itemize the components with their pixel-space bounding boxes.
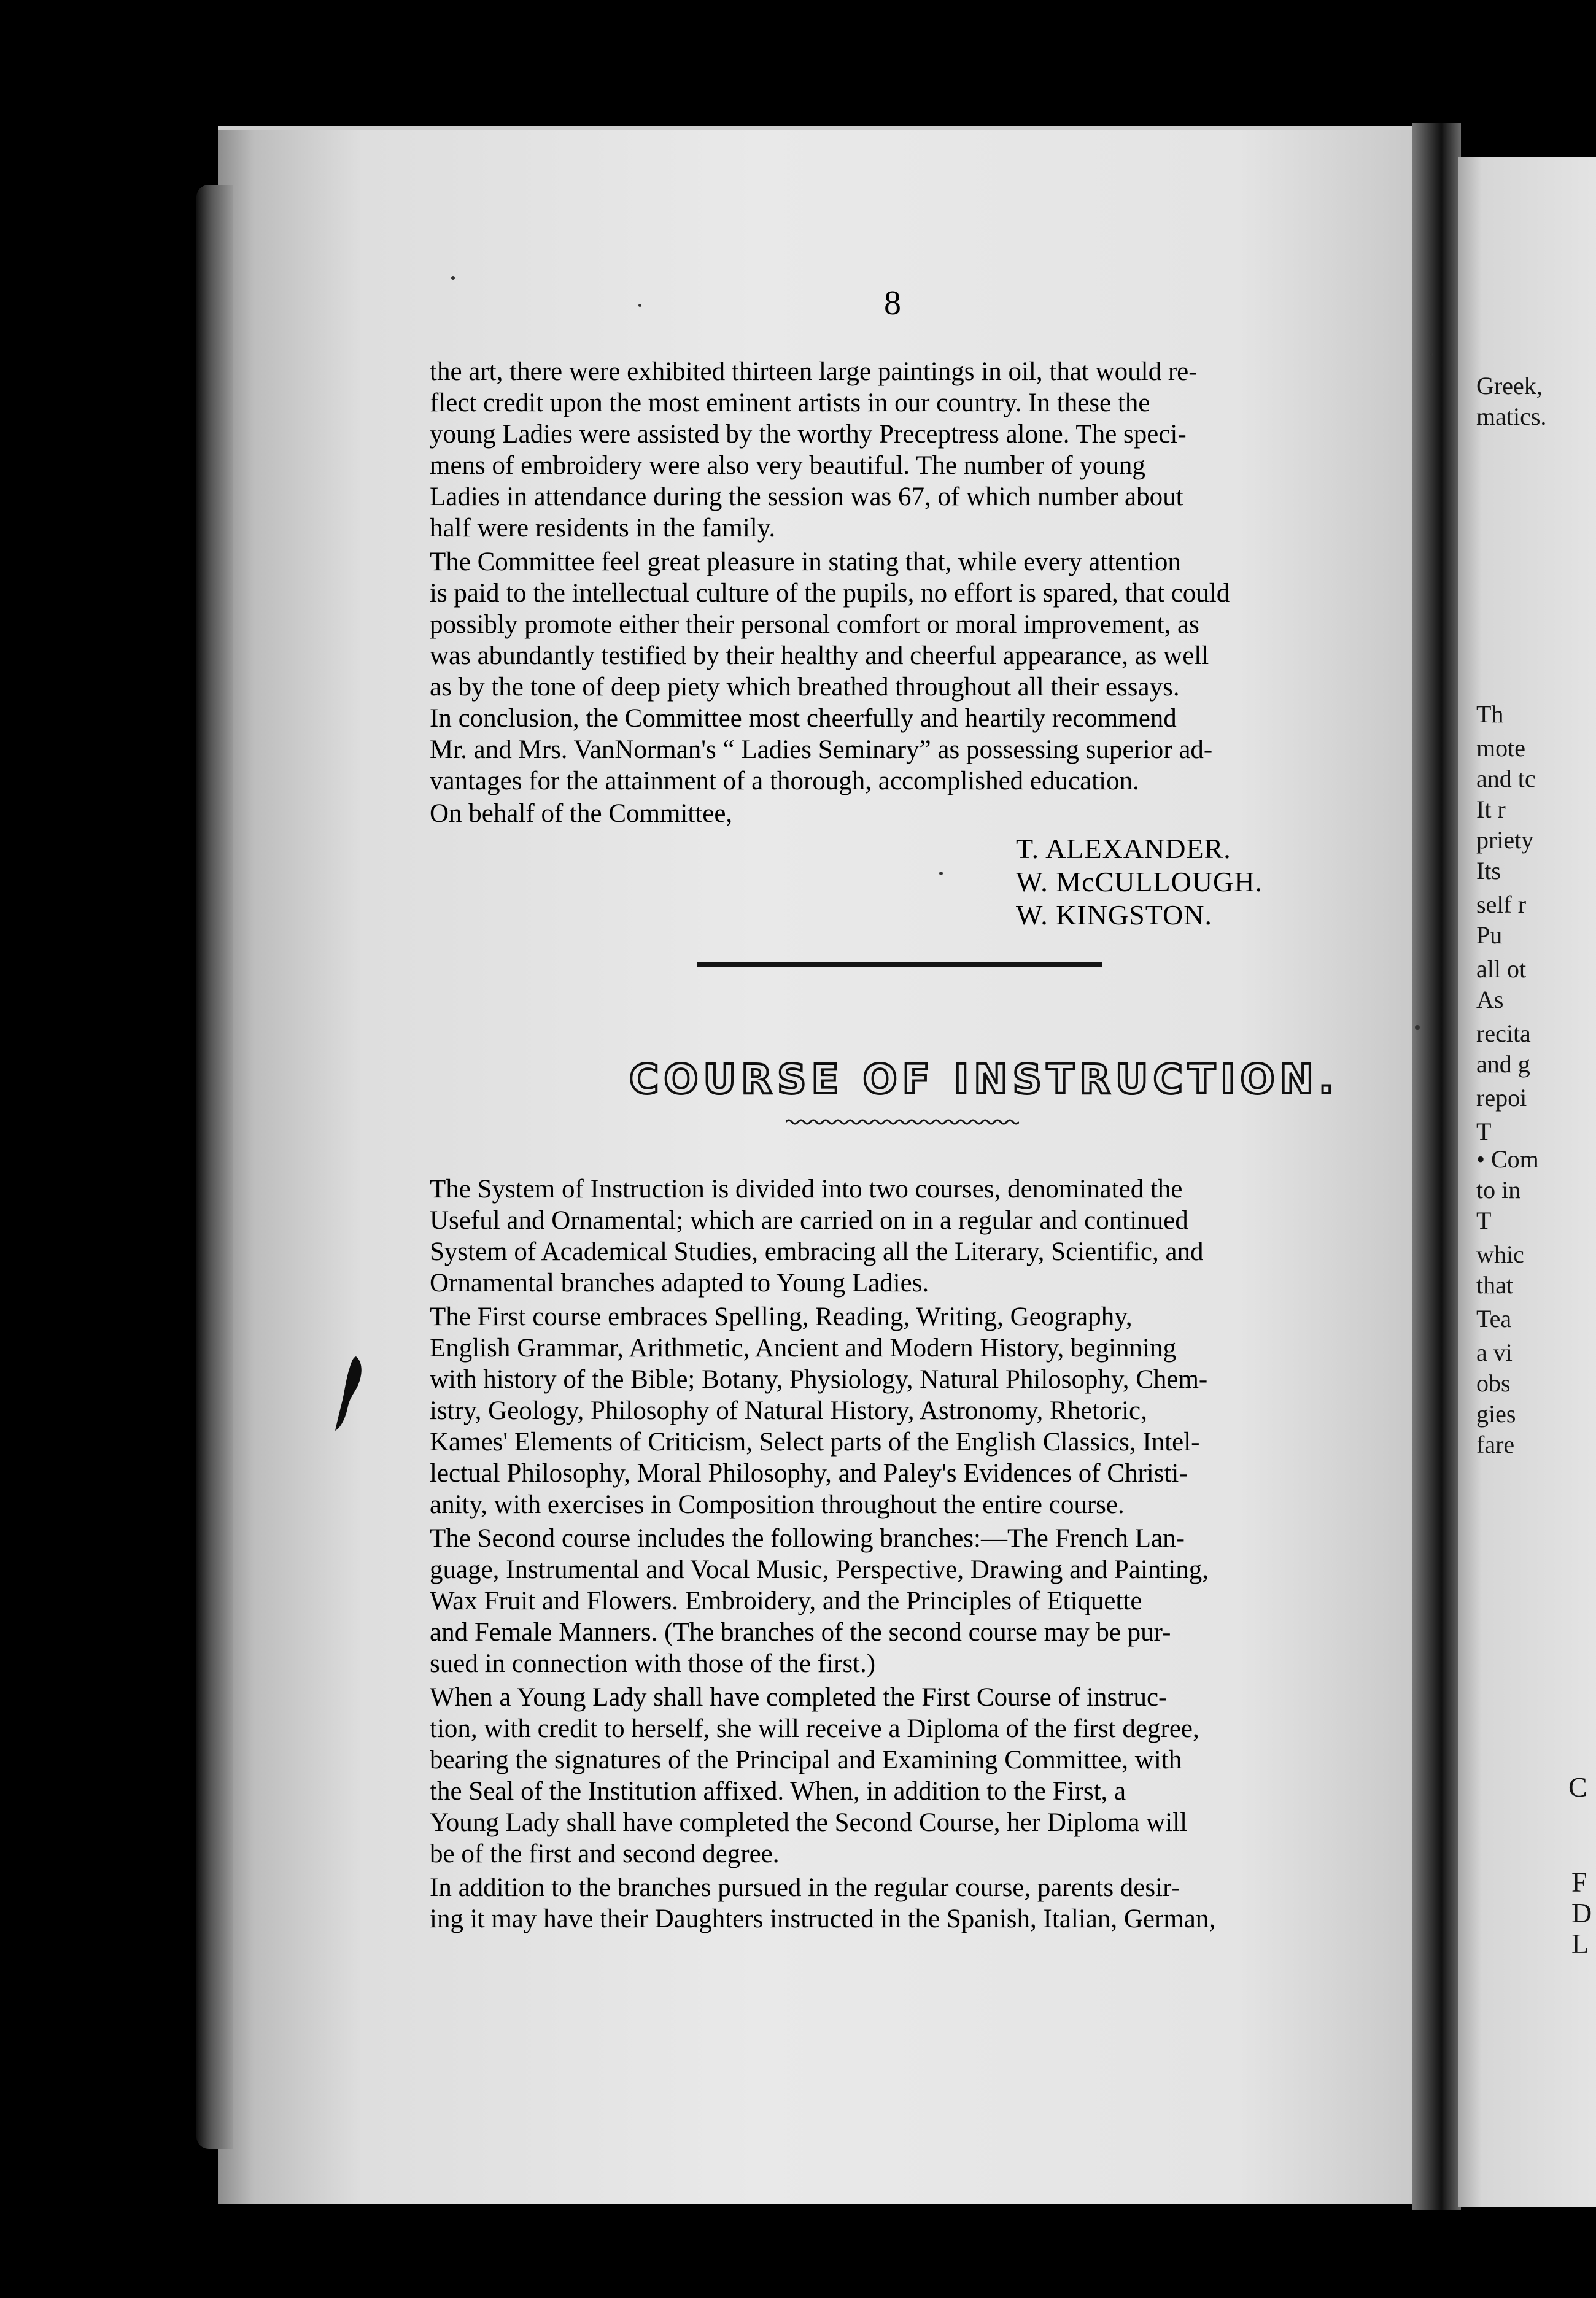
- right-fragment: that: [1476, 1271, 1513, 1299]
- report-line: Mr. and Mrs. VanNorman's “ Ladies Seminary” as possessing superior ad-: [430, 735, 1213, 764]
- right-fragment: T: [1476, 1207, 1492, 1234]
- course-line: In addition to the branches pursued in the regular course, parents desir-: [430, 1873, 1180, 1902]
- page-number: 8: [884, 284, 901, 322]
- book-gutter: [1412, 123, 1461, 2210]
- report-line: young Ladies were assisted by the worthy Preceptress alone. The speci-: [430, 420, 1187, 449]
- course-line: istry, Geology, Philosophy of Natural History, Astronomy, Rhetoric,: [430, 1396, 1147, 1425]
- ornamental-squiggle: [786, 1117, 1019, 1127]
- course-line: Kames' Elements of Criticism, Select parts of the English Classics, Intel-: [430, 1428, 1200, 1457]
- right-fragment: Th: [1476, 700, 1504, 728]
- dust-speck: [638, 304, 641, 307]
- right-fragment: gies: [1476, 1400, 1516, 1428]
- course-line: When a Young Lady shall have completed the First Course of instruc-: [430, 1683, 1168, 1712]
- course-line: The Second course includes the following branches:—The French Lan-: [430, 1524, 1185, 1553]
- ink-blot-mark: [331, 1353, 374, 1433]
- right-fragment: matics.: [1476, 403, 1547, 430]
- report-line: was abundantly testified by their healthy and cheerful appearance, as well: [430, 641, 1209, 670]
- right-fragment: L: [1571, 1928, 1589, 1959]
- signature: W. KINGSTON.: [1016, 899, 1212, 930]
- section-divider-rule: [697, 962, 1102, 967]
- signature: T. ALEXANDER.: [1016, 833, 1231, 864]
- course-line: Wax Fruit and Flowers. Embroidery, and the Principles of Etiquette: [430, 1587, 1142, 1615]
- right-fragment: Greek,: [1476, 372, 1543, 400]
- right-fragment: fare: [1476, 1431, 1515, 1458]
- right-fragment: all ot: [1476, 955, 1527, 983]
- report-line: flect credit upon the most eminent artists in our country. In these the: [430, 389, 1150, 417]
- report-line: Ladies in attendance during the session was 67, of which number about: [430, 482, 1183, 511]
- course-line: The First course embraces Spelling, Reading, Writing, Geography,: [430, 1302, 1133, 1331]
- right-fragment: D: [1571, 1897, 1592, 1929]
- right-fragment: F: [1571, 1867, 1587, 1898]
- course-line: bearing the signatures of the Principal and Examining Committee, with: [430, 1746, 1182, 1774]
- course-line: anity, with exercises in Composition throughout the entire course.: [430, 1490, 1125, 1519]
- right-fragment: Its: [1476, 857, 1501, 884]
- right-fragment: and tc: [1476, 765, 1536, 792]
- right-fragment: to in: [1476, 1176, 1521, 1204]
- course-line: English Grammar, Arithmetic, Ancient and Modern History, beginning: [430, 1334, 1176, 1363]
- report-line: The Committee feel great pleasure in stating that, while every attention: [430, 547, 1181, 576]
- section-title: COURSE OF INSTRUCTION.: [629, 1056, 1339, 1103]
- right-fragment: and g: [1476, 1050, 1530, 1078]
- report-line: is paid to the intellectual culture of the pupils, no effort is spared, that could: [430, 579, 1230, 608]
- right-fragment: Tea: [1476, 1305, 1512, 1333]
- course-line: be of the first and second degree.: [430, 1840, 780, 1868]
- right-fragment: priety: [1476, 826, 1534, 854]
- course-line: and Female Manners. (The branches of the second course may be pur-: [430, 1618, 1171, 1647]
- course-line: the Seal of the Institution affixed. When, in addition to the First, a: [430, 1777, 1126, 1806]
- right-fragment: repoi: [1476, 1084, 1527, 1112]
- dust-speck: [451, 276, 455, 280]
- right-fragment: obs: [1476, 1369, 1511, 1397]
- report-line: the art, there were exhibited thirteen large paintings in oil, that would re-: [430, 357, 1198, 386]
- right-fragment: self r: [1476, 891, 1527, 918]
- signature: W. McCULLOUGH.: [1016, 866, 1263, 897]
- right-fragment: C: [1568, 1771, 1587, 1803]
- course-line: ing it may have their Daughters instructed in the Spanish, Italian, German,: [430, 1905, 1216, 1933]
- right-fragment: recita: [1476, 1019, 1531, 1047]
- course-line: guage, Instrumental and Vocal Music, Perspective, Drawing and Painting,: [430, 1555, 1209, 1584]
- report-line: as by the tone of deep piety which breathed throughout all their essays.: [430, 673, 1180, 702]
- report-line: half were residents in the family.: [430, 514, 776, 543]
- report-line: vantages for the attainment of a thorough, accomplished education.: [430, 767, 1139, 795]
- right-fragment: It r: [1476, 795, 1506, 823]
- right-fragment: As: [1476, 986, 1504, 1013]
- course-line: The System of Instruction is divided into two courses, denominated the: [430, 1175, 1183, 1204]
- right-fragment: T: [1476, 1118, 1492, 1145]
- report-line: possibly promote either their personal comfort or moral improvement, as: [430, 610, 1199, 639]
- right-fragment: mote: [1476, 734, 1525, 762]
- course-line: with history of the Bible; Botany, Physiology, Natural Philosophy, Chem-: [430, 1365, 1208, 1394]
- course-line: sued in connection with those of the first.): [430, 1649, 876, 1678]
- course-line: Young Lady shall have completed the Second Course, her Diploma will: [430, 1808, 1188, 1837]
- report-line: In conclusion, the Committee most cheerfully and heartily recommend: [430, 704, 1177, 733]
- report-line: mens of embroidery were also very beautiful. The number of young: [430, 451, 1145, 480]
- course-line: tion, with credit to herself, she will receive a Diploma of the first degree,: [430, 1714, 1199, 1743]
- right-fragment: • Com: [1476, 1145, 1539, 1173]
- dust-speck: [1415, 1025, 1420, 1030]
- report-line: On behalf of the Committee,: [430, 799, 733, 828]
- dust-speck: [1430, 353, 1433, 356]
- course-line: Useful and Ornamental; which are carried on in a regular and continued: [430, 1206, 1188, 1235]
- course-line: Ornamental branches adapted to Young Ladies.: [430, 1269, 929, 1298]
- dust-speck: [939, 872, 943, 875]
- course-line: lectual Philosophy, Moral Philosophy, and Paley's Evidences of Christi-: [430, 1459, 1188, 1488]
- right-fragment: Pu: [1476, 921, 1503, 949]
- right-fragment: a vi: [1476, 1339, 1513, 1366]
- course-line: System of Academical Studies, embracing all the Literary, Scientific, and: [430, 1237, 1204, 1266]
- right-fragment: whic: [1476, 1240, 1524, 1268]
